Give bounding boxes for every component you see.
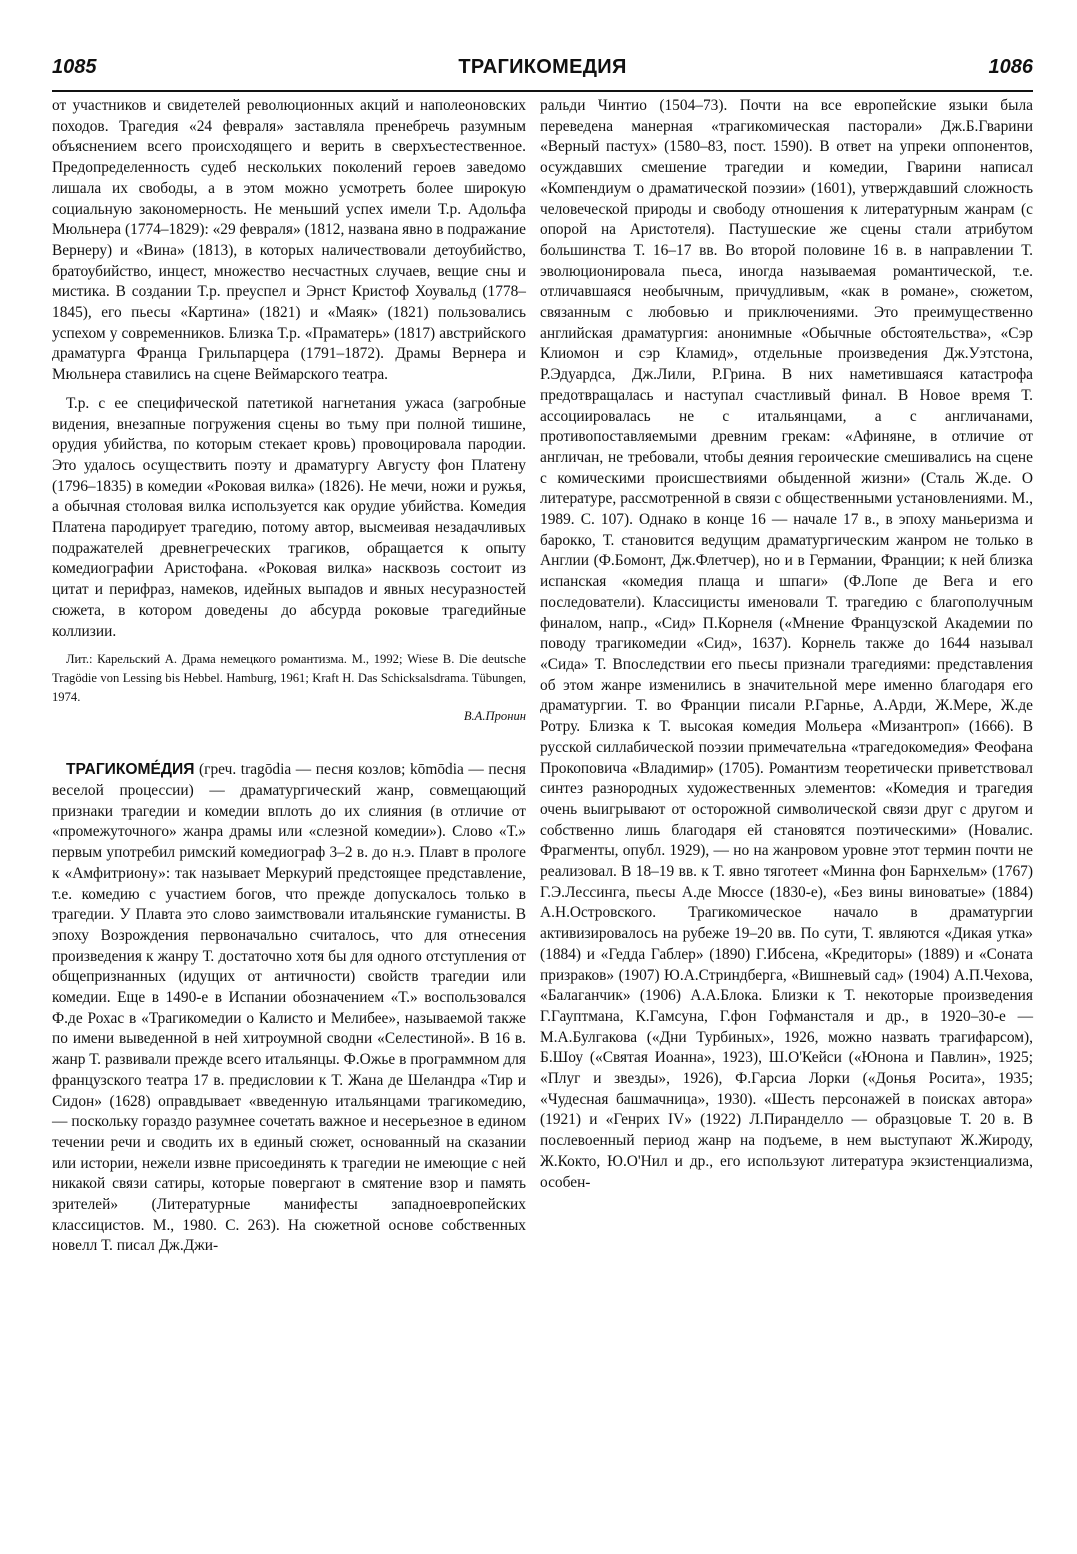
literature-references [52,650,526,726]
left-column [52,96,526,1257]
right-column [540,96,1033,1193]
running-title: ТРАГИКОМЕДИЯ [458,56,627,78]
entry-paragraph [52,760,526,1257]
article-author: В.А.Пронин [463,709,526,724]
entry-separator [52,726,526,760]
entry-text: (греч. tragōdia — песня козлов; kōmōdia — песня веселой процессии) — драматургический жанр, совмещающий признаки трагедии и комедии вплоть до их слияния (в отличие от «промежуточного» жанра драмы или «слезной комедии»). Слово «Т.» первым употребил римский комедиограф 3–2 в. до н.э. Плавт в прологе к «Амфитриону»: так называет Меркурий предстоящее представление, т.е. комедию с участием богов, что прежде допускалось только в трагедии. У Плавта это слово заимствовали итальянские гуманисты. В эпоху Возрождения первоначально считалось, что для отнесения произведения к жанру Т. достаточно хотя бы для одного отступления от общепризнанных (идущих от античности) свойств трагедии или комедии. Еще в 1490-е в Испании обозначением «Т.» воспользовался Ф.де Рохас в «Трагикомедии о Калисто и Мелибее», называемой также по имени выведенной в ней хитроумной сводни «Селестиной». В 16 в. жанр Т. развивали прежде всего итальянцы. Ф.Ожье в программном для французского театра 17 в. предисловии к Т. Жана де Шеландра «Тир и Сидон» (1628) оправдывает «введенную итальянцами трагикомедию, — поскольку гораздо разумнее сочетать важное и несерьезное в едином течении речи и сводить их в единый сюжет, основанный на сказании или истории, нежели извне присоединять к трагедии не имеющие с ней никакой связи сатиры, которые повергают в смятение взор и память зрителей» (Литературные манифесты западноевропейских классицистов. М., 1980. С. 263). На сюжетной основе собственных новелл Т. писал Дж.Джи- [52,761,526,1255]
left-page-number: 1085 [52,56,97,78]
entry-headword: ТРАГИКОМЕ́ДИЯ [66,761,195,779]
paragraph: от участников и свидетелей революционных акций и наполеоновских походов. Трагедия «24 февраля» заставляла пренебречь разумным объяснением всего происходящего и верить в сверхъестественное. Предопределенность судеб нескольких поколений героев заведомо лишала их свободы, а в этом можно усмотреть более широкую социальную закономерность. Не меньший успех имели Т.р. Адольфа Мюльнера (1774–1829): «29 февраля» (1812, названа явно в подражание Вернеру) и «Вина» (1813), в которых наличествовали детоубийство, братоубийство, инцест, множество несчастных случаев, вещие сны и мистика. В создании Т.р. преуспел и Эрнст Кристоф Хоувальд (1778–1845), его пьесы «Картина» (1821) и «Маяк» (1821) пользовались успехом у современников. Близка Т.р. «Праматерь» (1817) австрийского драматурга Франца Грильпарцера (1791–1872). Драмы Вернера и Мюльнера ставились на сцене Веймарского театра. [52,97,526,384]
page-header [52,54,1033,92]
literature-text: Лит.: Карельский А. Драма немецкого романтизма. М., 1992; Wiese B. Die deutsche Tragödie von Lessing bis Hebbel. Hamburg, 1961; Kraft H. Das Schicksalsdrama. Tübungen, 1974. [52,652,526,705]
paragraph: Т.р. с ее специфической патетикой нагнетания ужаса (загробные видения, внезапные погружения сцены во тьму при полной тишине, орудия убийства, по которым стекает кровь) провоцировала пародии. Это удалось осуществить поэту и драматургу Августу фон Платену (1796–1835) в комедии «Роковая вилка» (1826). Не мечи, ножи и ружья, а обычная столовая вилка используется как орудие убийства. Комедия Платена пародирует трагедию, потому автор, высмеивая незадачливых подражателей древнегреческих трагиков, обращается к опыту комедиографии Аристофана. «Роковая вилка» насквозь состоит из цитат и перифраз, намеков, идейных выпадов и явных несуразностей сюжета, в котором доведены до абсурда роковые трагедийные коллизии. [52,394,526,640]
right-page-number: 1086 [988,56,1033,78]
paragraph: ральди Чинтио (1504–73). Почти на все европейские языки была переведена манерная «трагикомическая пасторали» Дж.Б.Гварини «Верный пастух» (1580–83, пост. 1590). В ответ на упреки оппонентов, осуждавших смешение трагедии и комедии, Гварини написал «Компендиум о драматической поэзии» (1601), утверждавший сложность человеческой природы и свободу отношения к литературным жанрам (с опорой на Аристотеля). Пастушеские же сцены стали атрибутом большинства Т. 16–17 вв. Во второй половине 16 в. в направлении Т. эволюционировала пьеса, иногда называемая романтической, т.е. отличавшаяся необычным, причудливым, «как в романе», сюжетом, связанным с любовью и приключениями. Это преимущественно английская драматургия: анонимные «Обычные обстоятельства», «Сэр Клиомон и сэр Кламид», отдельные произведения Дж.Уэтстона, Р.Эдуардса, Дж.Лили, Р.Грина. В них наметившаяся катастрофа предотвращалась и наступал счастливый финал. В Новое время Т. ассоциировалась не с итальянцами, а с англичанами, противопоставляемыми древним грекам: «Афиняне, в отличие от англичан, не требовали, чтобы деяния героические смешивались на сцене с комическими происшествиями обыденной жизни» (Сталь Ж.де. О литературе, рассмотренной в связи с общественными установлениями. М., 1989. С. 107). Однако в конце 16 — начале 17 в., в эпоху маньеризма и барокко, Т. становится ведущим драматургическим жанром не только в Англии (Ф.Бомонт, Дж.Флетчер), но и в Германии, Франции; к ней близка испанская «комедия плаща и шпаги» (Ф.Лопе де Вега и его последователи). Классицисты именовали Т. трагедию с благополучным финалом, напр., «Сид» П.Корнеля («Мнение Французской Академии по поводу трагикомедии «Сид», 1637). Корнель также до 1644 называл «Сида» Т. Впоследствии его пьесы признали трагедиями: представления об этом жанре изменились в значительной мере именно благодаря его драматургии. Т. во Франции писали Р.Гарнье, А.Арди, Ж.Мере, Ж.де Ротру. Близка к Т. высокая комедия Мольера «Мизантроп» (1666). В русской силлабической поэзии примечательна «трагедокомедия» Феофана Прокоповича «Владимир» (1705). Романтизм теоретически приветствовал синтез разнородных художественных элементов: «Комедия и трагедия очень выигрывают от осторожной символической связи друг с другом и собственно лишь благодаря ей становятся поэтическими» (Новалис. Фрагменты, опубл. 1929), — но на жанровом уровне этот термин почти не реализовал. В 18–19 вв. к Т. явно тяготеет «Минна фон Барнхельм» (1767) Г.Э.Лессинга, пьесы А.де Мюссе (1830-е), «Без вины виноватые» (1884) А.Н.Островского. Трагикомическое начало в драматургии активизировалось на рубеже 19–20 вв. По сути, Т. являются «Дикая утка» (1884) и «Гедда Габлер» (1890) Г.Ибсена, «Кредиторы» (1889) и «Соната призраков» (1907) Ю.А.Стриндберга, «Вишневый сад» (1904) А.П.Чехова, «Балаганчик» (1906) А.А.Блока. Близки к Т. некоторые произведения Г.Гауптмана, К.Гамсуна, Г.фон Гофмансталя и др., в 1920–30-е — М.А.Булгакова («Дни Турбиных», 1926, можно назвать трагифарсом), Б.Шоу («Святая Иоанна», 1923), Ш.О'Кейси («Юнона и Павлин», 1925; «Плуг и звезды», 1926), Ф.Гарсиа Лорки («Донья Росита», 1935; «Чудесная башмачница», 1930). «Шесть персонажей в поисках автора» (1921) и «Генрих IV» (1922) Л.Пиранделло — образцовые Т. 20 в. В послевоенный период жанр на подъеме, в нем выступают Ж.Жироду, Ж.Кокто, Ю.О'Нил и др., его используют литература экзистенциализма, особен- [540,97,1033,1191]
